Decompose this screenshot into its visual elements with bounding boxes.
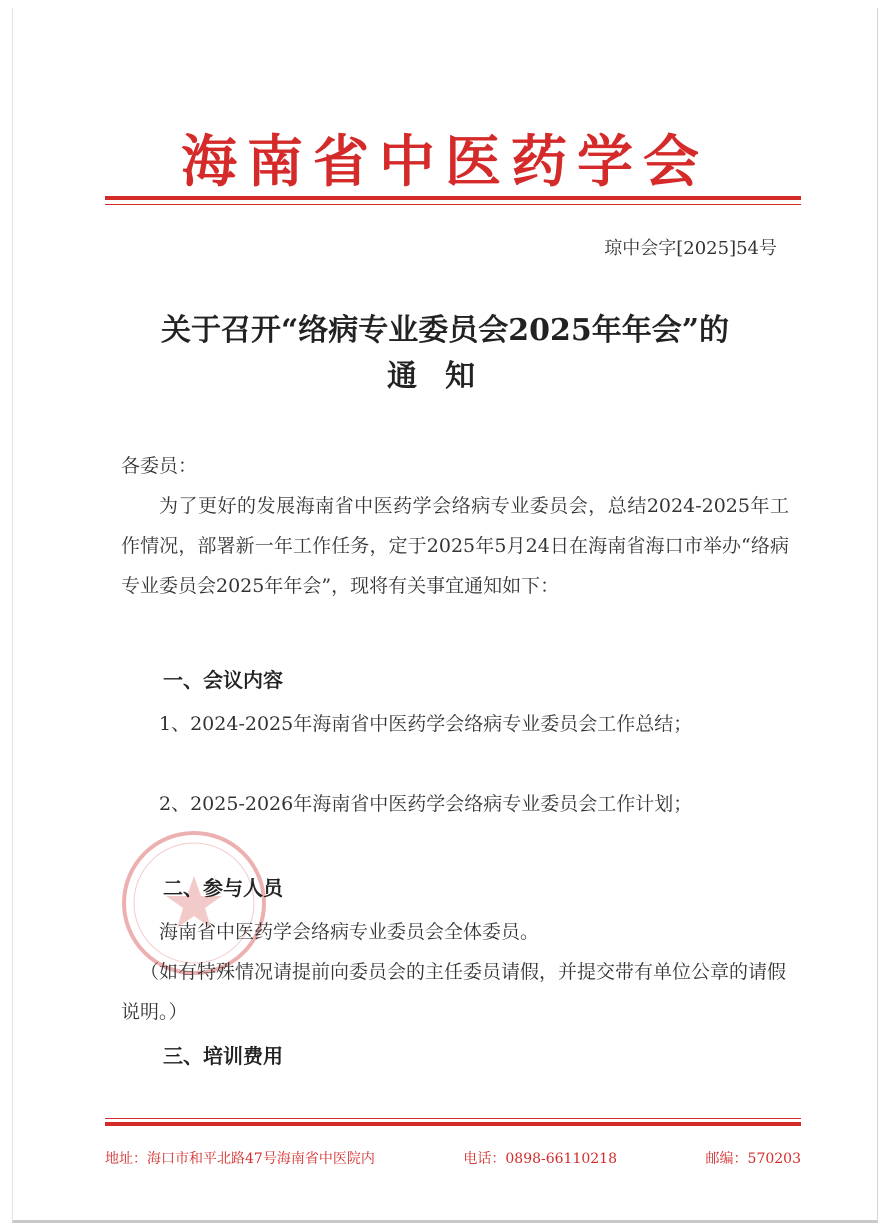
document-number: 琼中会字[2025]54号 xyxy=(604,238,777,259)
title-line-2: 通知 xyxy=(387,359,503,394)
footer-postcode: 邮编：570203 xyxy=(705,1151,801,1167)
section-heading-attendees: 二、参与人员 xyxy=(163,876,283,900)
footer-contact xyxy=(105,1148,801,1168)
greeting: 各委员： xyxy=(121,455,198,477)
content-item-2: 2、2025-2026年海南省中医药学会络病专业委员会工作计划； xyxy=(159,793,693,815)
attendees-text: 海南省中医药学会络病专业委员会全体委员。 xyxy=(159,921,540,943)
title-line-1: 关于召开“络病专业委员会2025年年会”的 xyxy=(160,313,729,348)
letterhead-divider-thick xyxy=(105,196,801,200)
footer-address: 地址：海口市和平北路47号海南省中医院内 xyxy=(105,1151,375,1167)
content-item-1: 1、2024-2025年海南省中医药学会络病专业委员会工作总结； xyxy=(159,713,693,735)
document-page xyxy=(12,8,878,1223)
section-heading-content: 一、会议内容 xyxy=(163,668,283,692)
footer-divider-thin xyxy=(105,1118,801,1119)
letterhead-org-name: 海南省中医药学会 xyxy=(181,129,709,195)
document-title xyxy=(73,308,817,400)
letterhead-divider-thin xyxy=(105,204,801,205)
footer-divider-thick xyxy=(105,1122,801,1126)
section-heading-fees: 三、培训费用 xyxy=(163,1044,283,1068)
footer-phone: 电话：0898-66110218 xyxy=(463,1151,617,1167)
leave-note: （如有特殊情况请提前向委员会的主任委员请假，并提交带有单位公章的请假说明。） xyxy=(121,961,787,1023)
intro-paragraph: 为了更好的发展海南省中医药学会络病专业委员会，总结2024-2025年工作情况，部署新一年工作任务，定于2025年5月24日在海南省海口市举办“络病专业委员会2025年年会”，现将有关事宜通知如下： xyxy=(121,495,789,597)
